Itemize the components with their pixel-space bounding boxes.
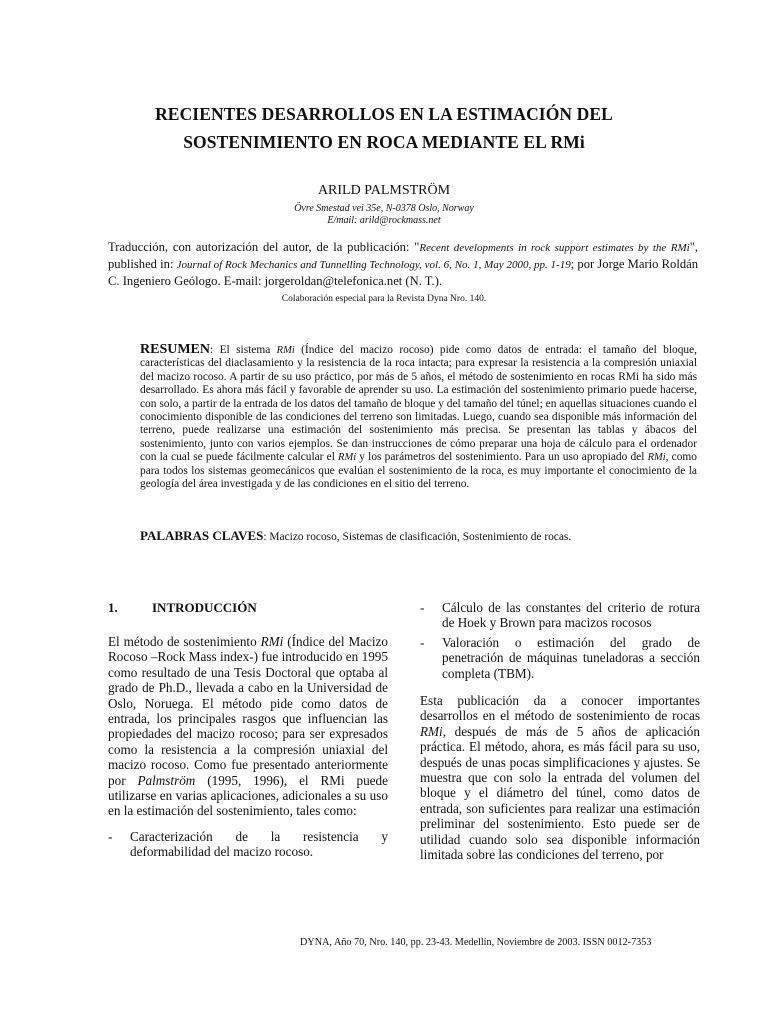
section-number: 1. <box>108 600 118 615</box>
translation-note: Traducción, con autorización del autor, de la publicación: "Recent developments in rock support estimates by the RMi", published in: Journal of Rock Mechanics and Tunnelling Technology, vol. 6, No. 1, May 2000, pp. 1-19; por Jorge Mario Roldán C. Ingeniero Geólogo. E-mail: jorgeroldan@telefonica.net (N. T.). <box>108 240 699 288</box>
keywords-label: PALABRAS CLAVES <box>140 528 264 543</box>
section-heading <box>108 600 257 616</box>
right-column <box>420 600 700 873</box>
intro-paragraph: El método de sostenimiento RMi (Índice del Macizo Rocoso –Rock Mass index-) fue introducido en 1995 como resultado de una Tesis Doctoral que optaba al grado de Ph.D., llevada a cabo en la Universidad de Oslo, Noruega. El método pide como datos de entrada, los principales rasgos que influencian las propiedades del macizo rocoso; para ser expresados como la resistencia a la compresión uniaxial del macizo rocoso. Como fue presentado anteriormente por Palmström (1995, 1996), el RMi puede utilizarse en varias aplicaciones, adicionales a su uso en la estimación del sostenimiento, tales como: <box>108 634 389 819</box>
page-footer: DYNA, Año 70, Nro. 140, pp. 23-43. Medellín, Noviembre de 2003. ISSN 0012-7353 <box>300 937 652 948</box>
paper-title-line1: RECIENTES DESARROLLOS EN LA ESTIMACIÓN DEL <box>155 104 613 124</box>
author-address: Övre Smestad vei 35e, N-0378 Oslo, Norway <box>294 203 474 214</box>
collaboration-note: Colaboración especial para la Revista Dyna Nro. 140. <box>281 294 487 304</box>
list-item: - Cálculo de las constantes del criterio de rotura de Hoek y Brown para macizos rocosos <box>420 600 700 631</box>
list-item: - Valoración o estimación del grado de penetración de máquinas tuneladoras a sección completa (TBM). <box>420 634 700 681</box>
abstract: RESUMEN: El sistema RMi (Índice del macizo rocoso) pide como datos de entrada: el tamaño del bloque, características del diaclasamiento y la resistencia de la roca intacta; para expresar la resistencia a la compresión uniaxial del macizo rocoso. A partir de su uso práctico, por más de 5 años, el método de sostenimiento en rocas RMi ha sido más desarrollado. Es ahora más fácil y favorable de aprender su uso. La estimación del sostenimiento primario puede hacerse, con solo, a partir de la entrada de los datos del tamaño de bloque y del tamaño del túnel; en aquellas situaciones cuando el conocimiento disponible de las condiciones del terreno son limitadas. Luego, cuando sea disponible más información del terreno, puede realizarse una estimación del sostenimiento más precisa. Se presentan las tablas y ábacos del sostenimiento, junto con varios ejemplos. Se dan instrucciones de cómo preparar una hoja de cálculo para el ordenador con la cual se puede fácilmente calcular el RMi y los parámetros del sostenimiento. Para un uso apropiado del RMi, como para todos los sistemas geomecánicos que evalúan el sostenimiento de la roca, es muy importante el conocimiento de la geología del área investigada y de las condiciones en el sitio del terreno. <box>140 342 697 491</box>
abstract-label: RESUMEN <box>140 342 211 357</box>
left-column <box>108 634 388 864</box>
keywords: PALABRAS CLAVES: Macizo rocoso, Sistemas de clasificación, Sostenimiento de rocas. <box>140 528 572 543</box>
body-paragraph: Esta publicación da a conocer importantes desarrollos en el método de sostenimiento de rocas RMi, después de más de 5 años de aplicación práctica. El método, ahora, es más fácil para su uso, después de unas pocas simplificaciones y ajustes. Se muestra que con solo la entrada del volumen del bloque y el diámetro del túnel, como datos de entrada, son suficientes para realizar una estimación preliminar del sostenimiento. Esto puede ser de utilidad cuando solo sea disponible información limitada sobre las condiciones del terreno, por <box>420 693 700 863</box>
author-name: ARILD PALMSTRÖM <box>317 183 451 198</box>
author-email: E/mail: arild@rockmass.net <box>327 215 441 226</box>
section-title: INTRODUCCIÓN <box>152 600 257 615</box>
paper-title-line2: SOSTENIMIENTO EN ROCA MEDIANTE EL RMi <box>183 132 585 152</box>
list-item: - Caracterización de la resistencia y deformabilidad del macizo rocoso. <box>108 828 388 860</box>
